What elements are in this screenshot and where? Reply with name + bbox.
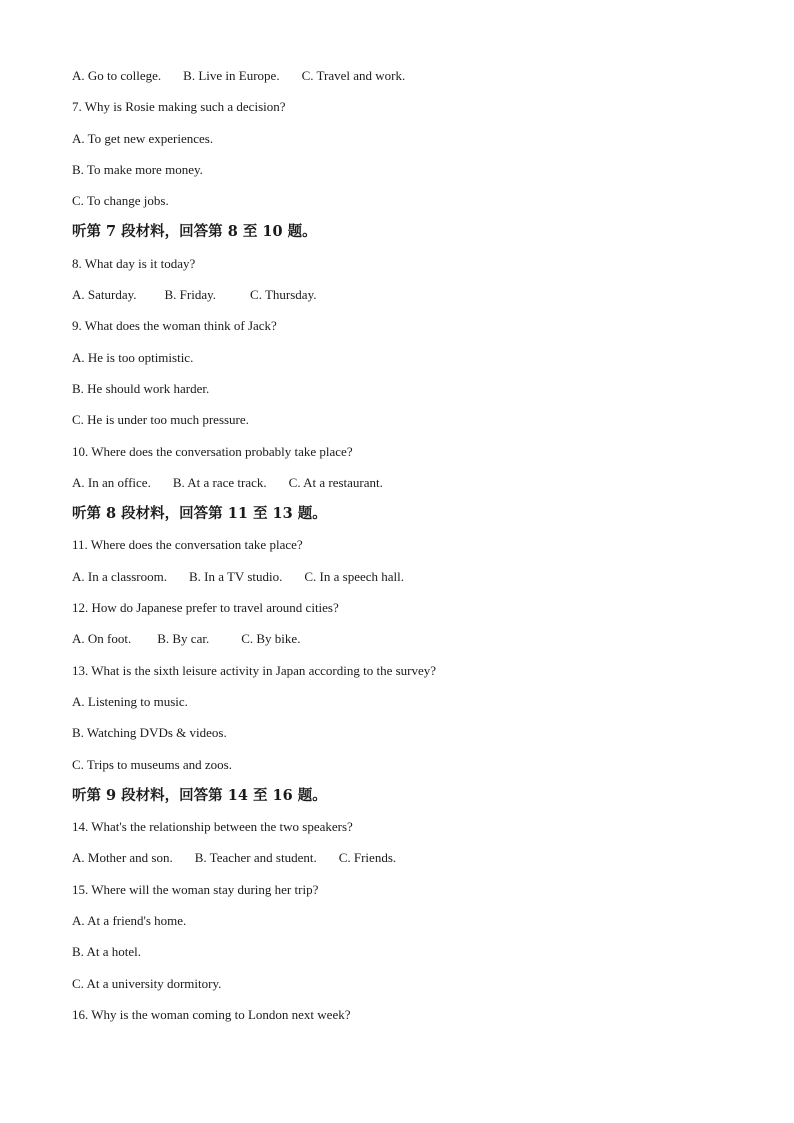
document-page bbox=[72, 66, 772, 1036]
section-heading: 听第 9 段材料，回答第 14 至 16 题。 bbox=[72, 786, 327, 804]
question-9: 9. What does the woman think of Jack? bbox=[72, 318, 277, 334]
option-a: A. Listening to music. bbox=[72, 693, 188, 709]
option-c: C. At a restaurant. bbox=[288, 474, 383, 490]
option-c: C. Thursday. bbox=[250, 287, 317, 303]
option-a: A. In an office. bbox=[72, 474, 151, 490]
section-heading: 听第 8 段材料，回答第 11 至 13 题。 bbox=[72, 505, 327, 523]
question-13: 13. What is the sixth leisure activity in Japan according to the survey? bbox=[72, 662, 437, 678]
option-a: A. On foot. bbox=[72, 631, 132, 647]
option-c: C. Travel and work. bbox=[301, 68, 406, 83]
options-row bbox=[72, 473, 772, 504]
section-heading: 听第 7 段材料，回答第 8 至 10 题。 bbox=[72, 223, 317, 241]
option-b: B. Live in Europe. bbox=[183, 68, 280, 83]
question-15: 15. Where will the woman stay during her trip? bbox=[72, 881, 319, 897]
question-10: 10. Where does the conversation probably take place? bbox=[72, 443, 353, 459]
option-c: C. By bike. bbox=[241, 631, 301, 647]
option-a: A. To get new experiences. bbox=[72, 130, 214, 146]
option-c: C. He is under too much pressure. bbox=[72, 412, 249, 428]
option-c: C. Friends. bbox=[338, 850, 397, 866]
option-a: A. Mother and son. bbox=[72, 850, 173, 866]
option-a: A. He is too optimistic. bbox=[72, 349, 194, 365]
question-14: 14. What's the relationship between the two speakers? bbox=[72, 819, 353, 835]
option-b: B. By car. bbox=[157, 631, 210, 647]
option-b: B. Friday. bbox=[164, 287, 217, 303]
option-b: B. Watching DVDs & videos. bbox=[72, 725, 227, 741]
option-b: B. To make more money. bbox=[72, 161, 203, 177]
option-c: C. At a university dormitory. bbox=[72, 975, 222, 991]
option-b: B. He should work harder. bbox=[72, 380, 210, 396]
option-b: B. Teacher and student. bbox=[194, 850, 317, 866]
options-row bbox=[72, 629, 772, 660]
option-c: C. To change jobs. bbox=[72, 193, 169, 209]
question-12: 12. How do Japanese prefer to travel around cities? bbox=[72, 600, 339, 616]
options-row bbox=[72, 567, 772, 598]
options-row bbox=[72, 285, 772, 316]
question-7: 7. Why is Rosie making such a decision? bbox=[72, 99, 286, 115]
option-c: C. In a speech hall. bbox=[304, 568, 405, 584]
options-row bbox=[72, 66, 772, 97]
options-row bbox=[72, 848, 772, 879]
option-b: B. At a hotel. bbox=[72, 944, 141, 960]
option-b: B. In a TV studio. bbox=[188, 568, 283, 584]
question-16: 16. Why is the woman coming to London next week? bbox=[72, 1006, 351, 1022]
option-a: A. Saturday. bbox=[72, 287, 137, 303]
option-c: C. Trips to museums and zoos. bbox=[72, 756, 232, 772]
option-a: A. In a classroom. bbox=[72, 568, 167, 584]
question-11: 11. Where does the conversation take place? bbox=[72, 537, 303, 553]
option-a: A. At a friend's home. bbox=[72, 913, 187, 929]
option-a: A. Go to college. bbox=[72, 68, 162, 83]
option-b: B. At a race track. bbox=[172, 474, 267, 490]
question-8: 8. What day is it today? bbox=[72, 255, 196, 271]
